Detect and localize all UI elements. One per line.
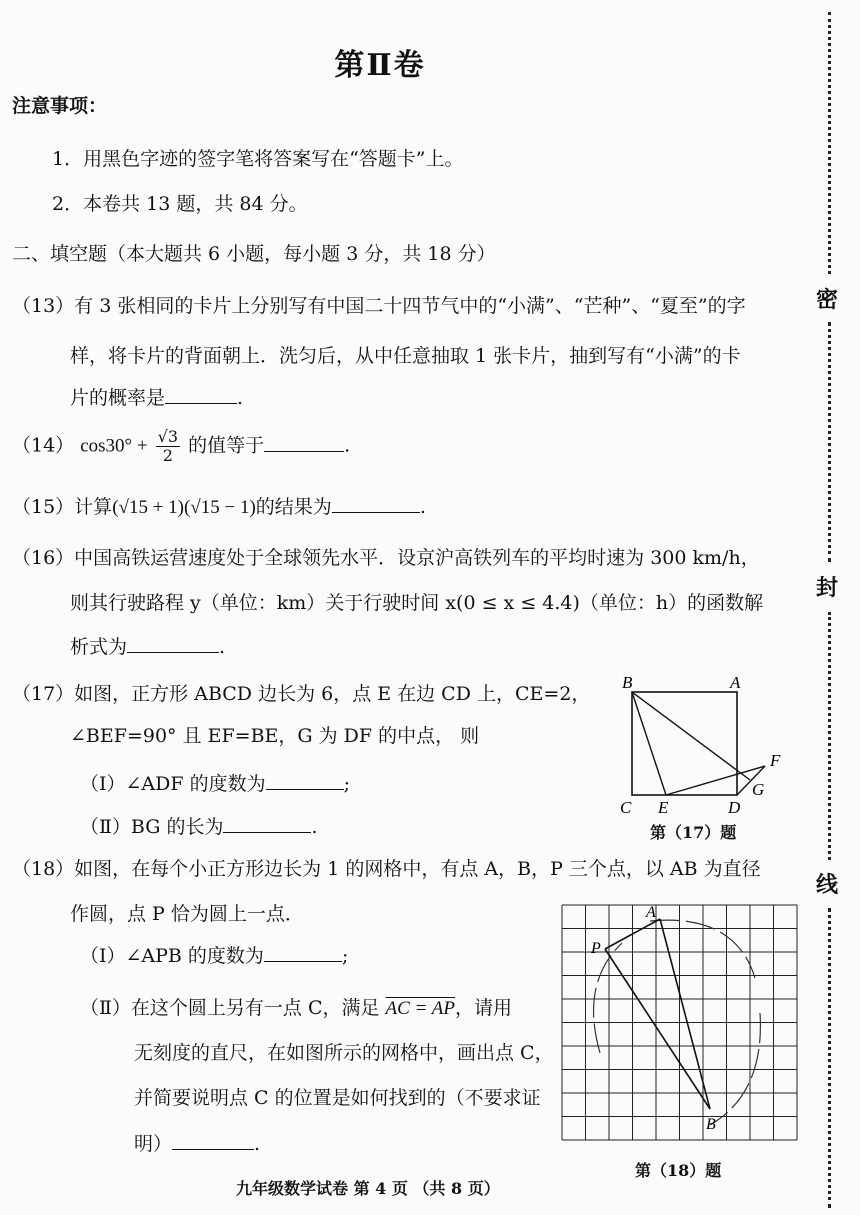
q15-suffix: 的结果为	[255, 496, 332, 518]
q18-label-p: P	[591, 940, 601, 957]
q18-semicolon: ;	[341, 945, 349, 967]
q17-part-2-blank[interactable]	[223, 814, 311, 833]
q14-suffix: 的值等于	[188, 434, 265, 457]
q16-text: 析式为	[70, 636, 128, 658]
q17-label-f: F	[770, 751, 781, 770]
q14-fraction-numerator: √3	[157, 427, 179, 446]
q14-expression: cos30° +	[80, 435, 148, 457]
q15-period: .	[419, 496, 426, 518]
q14-fraction-denominator: 2	[162, 446, 173, 465]
q13-answer-blank[interactable]	[165, 385, 237, 404]
section-heading: 二、填空题（本大题共 6 小题，每小题 3 分，共 18 分）	[12, 243, 496, 265]
q17-label-c: C	[620, 798, 632, 817]
q17-semicolon: ;	[343, 773, 351, 795]
q17-period: .	[311, 816, 318, 838]
q13-line-1: （13）有 3 张相同的卡片上分别写有中国二十四节气中的“小满”、“芒种”、“夏至”的字	[12, 295, 746, 317]
q17-caption: 第（17）题	[650, 823, 737, 842]
q18-line-2: 作圆，点 P 恰为圆上一点．	[70, 903, 304, 925]
q17-segment-be	[632, 692, 666, 795]
seal-dotted-line-2	[828, 322, 831, 562]
q17-figure	[600, 670, 800, 845]
page-title: 第Ⅱ卷	[334, 48, 426, 83]
q18-part-2-line-3: 并简要说明点 C 的位置是如何找到的（不要求证	[134, 1087, 541, 1109]
q17-part-2-text: （Ⅱ）BG 的长为	[80, 816, 224, 838]
notice-item-2: 2．本卷共 13 题，共 84 分。	[52, 193, 308, 215]
q13-period: .	[237, 387, 244, 409]
q18-part-1-text: （Ⅰ）∠APB 的度数为	[80, 945, 264, 967]
q17-part-1	[80, 770, 350, 798]
q18-part-2-text-e: 明）	[134, 1133, 173, 1155]
seal-char-feng: 封	[816, 575, 839, 601]
notice-item-1: 1．用黑色字迹的签字笔将答案写在“答题卡”上。	[52, 148, 464, 170]
q18-part-2-line-2: 无刻度的直尺，在如图所示的网格中，画出点 C，	[134, 1042, 554, 1064]
q17-part-2	[80, 813, 318, 841]
q16-line-1: （16）中国高铁运营速度处于全球领先水平．设京沪高铁列车的平均时速为 300 km/h，	[12, 547, 760, 569]
q17-line-1: （17）如图，正方形 ABCD 边长为 6，点 E 在边 CD 上，CE=2，	[12, 683, 591, 705]
q18-period: .	[254, 1133, 261, 1155]
q16-answer-blank[interactable]	[127, 634, 219, 653]
q13-line-3	[70, 384, 243, 412]
seal-dotted-line-1	[828, 12, 831, 274]
q17-square	[632, 692, 737, 795]
q17-label-a: A	[730, 673, 741, 692]
q15-text: （15）计算	[12, 496, 113, 518]
q15-line	[12, 493, 426, 522]
q18-part-2-blank[interactable]	[172, 1131, 254, 1150]
notice-heading: 注意事项：	[12, 95, 108, 117]
q18-figure	[560, 903, 800, 1155]
q18-segment-pb	[605, 949, 710, 1109]
q14-number: （14）	[12, 434, 75, 457]
q18-label-a: A	[646, 904, 656, 921]
q18-part-1-blank[interactable]	[264, 943, 342, 962]
q17-part-1-blank[interactable]	[266, 771, 344, 790]
q14-fraction	[156, 428, 180, 465]
seal-char-xian: 线	[816, 872, 839, 898]
seal-char-mi: 密	[816, 287, 839, 313]
page-footer: 九年级数学试卷 第 4 页 （共 8 页）	[236, 1179, 500, 1198]
q18-part-2-line-1	[80, 994, 512, 1023]
q18-part-2-text-b: ，请用	[455, 997, 513, 1019]
q18-part-2-text-a: （Ⅱ）在这个圆上另有一点 C，满足	[80, 997, 380, 1019]
seal-dotted-line-3	[828, 612, 831, 860]
q17-part-1-text: （Ⅰ）∠ADF 的度数为	[80, 773, 266, 795]
q15-expression: (√15 + 1)(√15 − 1)	[112, 497, 256, 518]
q13-line-2: 样，将卡片的背面朝上．洗匀后，从中任意抽取 1 张卡片，抽到写有“小满”的卡	[70, 345, 741, 367]
q18-part-1	[80, 942, 348, 970]
q17-label-b: B	[622, 673, 633, 692]
q15-answer-blank[interactable]	[332, 494, 420, 513]
q14-line	[12, 428, 350, 465]
seal-dotted-line-4	[828, 908, 831, 1208]
q17-label-e: E	[658, 798, 669, 817]
q14-answer-blank[interactable]	[264, 433, 344, 452]
q18-line-1: （18）如图，在每个小正方形边长为 1 的网格中，有点 A，B，P 三个点，以 AB 为直径	[12, 858, 761, 880]
q18-caption: 第（18）题	[635, 1161, 722, 1180]
q13-text: 片的概率是	[70, 387, 166, 409]
q17-label-d: D	[728, 798, 741, 817]
q18-part-2-line-4	[134, 1130, 260, 1158]
q17-label-g: G	[752, 780, 765, 799]
q17-line-2: ∠BEF=90° 且 EF=BE，G 为 DF 的中点， 则	[70, 725, 480, 747]
q18-arc-equation: AC = AP	[385, 998, 456, 1019]
q16-period: .	[219, 636, 226, 658]
q18-label-b: B	[706, 1116, 716, 1133]
q16-line-2: 则其行驶路程 y（单位：km）关于行驶时间 x(0 ≤ x ≤ 4.4)（单位：h）的函数解	[70, 592, 764, 614]
q17-segment-bg	[632, 692, 750, 780]
q16-line-3	[70, 633, 225, 661]
q14-period: .	[344, 434, 351, 457]
